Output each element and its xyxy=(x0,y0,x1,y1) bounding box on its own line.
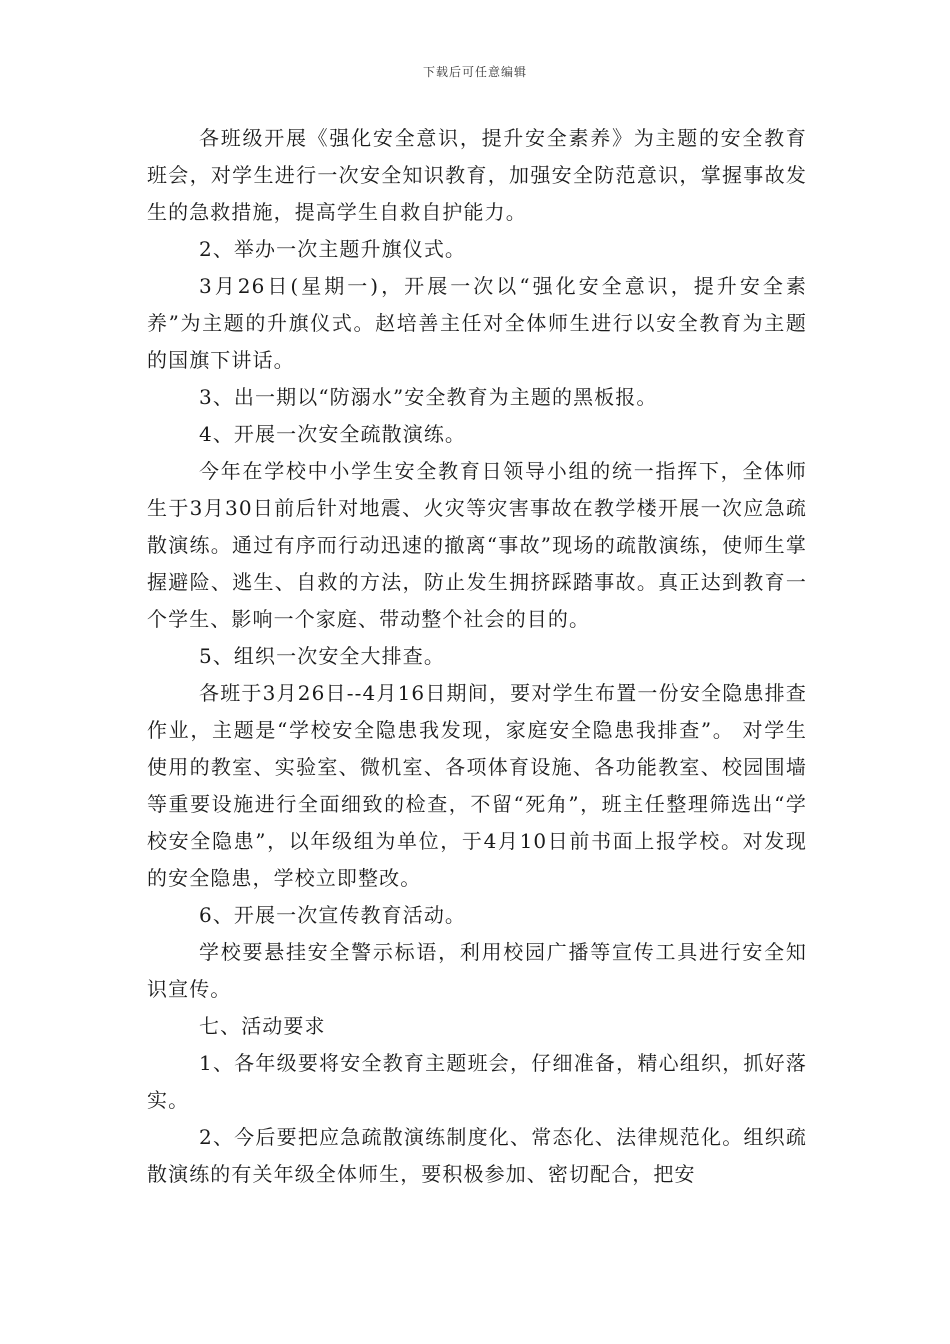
paragraph: 1、各年级要将安全教育主题班会，仔细准备，精心组织，抓好落实。 xyxy=(147,1051,807,1112)
paragraph: 2、今后要把应急疏散演练制度化、常态化、法律规范化。组织疏散演练的有关年级全体师生，要积极参加、密切配合，把安 xyxy=(147,1125,807,1186)
paragraph: 6、开展一次宣传教育活动。 xyxy=(199,903,467,927)
paragraph: 3、出一期以“防溺水”安全教育为主题的黑板报。 xyxy=(199,385,658,409)
page-header: 下载后可任意编辑 xyxy=(422,65,527,79)
paragraph: 各班级开展《强化安全意识，提升安全素养》为主题的安全教育班会，对学生进行一次安全知识教育，加强安全防范意识，掌握事故发生的急救措施，提高学生自救自护能力。 xyxy=(147,126,807,224)
document-body xyxy=(147,120,807,1193)
paragraph: 2、举办一次主题升旗仪式。 xyxy=(199,237,467,261)
paragraph: 学校要悬挂安全警示标语，利用校园广播等宣传工具进行安全知识宣传。 xyxy=(147,940,807,1001)
paragraph: 3月26日(星期一)，开展一次以“强化安全意识，提升安全素养”为主题的升旗仪式。赵培善主任对全体师生进行以安全教育为主题的国旗下讲话。 xyxy=(147,274,807,372)
paragraph: 各班于3月26日--4月16日期间，要对学生布置一份安全隐患排查作业，主题是“学校安全隐患我发现，家庭安全隐患我排查”。 对学生使用的教室、实验室、微机室、各项体育设施、各功能教室、校园围墙等重要设施进行全面细致的检查，不留“死角”，班主任整理筛选出“学校安全隐患”，以年级组为单位，于4月10日前书面上报学校。对发现的安全隐患，学校立即整改。 xyxy=(147,681,807,890)
paragraph: 4、开展一次安全疏散演练。 xyxy=(199,422,467,446)
paragraph: 今年在学校中小学生安全教育日领导小组的统一指挥下，全体师生于3月30日前后针对地震、火灾等灾害事故在教学楼开展一次应急疏散演练。通过有序而行动迅速的撤离“事故”现场的疏散演练，使师生掌握避险、逃生、自救的方法，防止发生拥挤踩踏事故。真正达到教育一个学生、影响一个家庭、带动整个社会的目的。 xyxy=(147,459,807,631)
paragraph: 5、组织一次安全大排查。 xyxy=(199,644,445,668)
section-heading: 七、活动要求 xyxy=(199,1014,326,1038)
